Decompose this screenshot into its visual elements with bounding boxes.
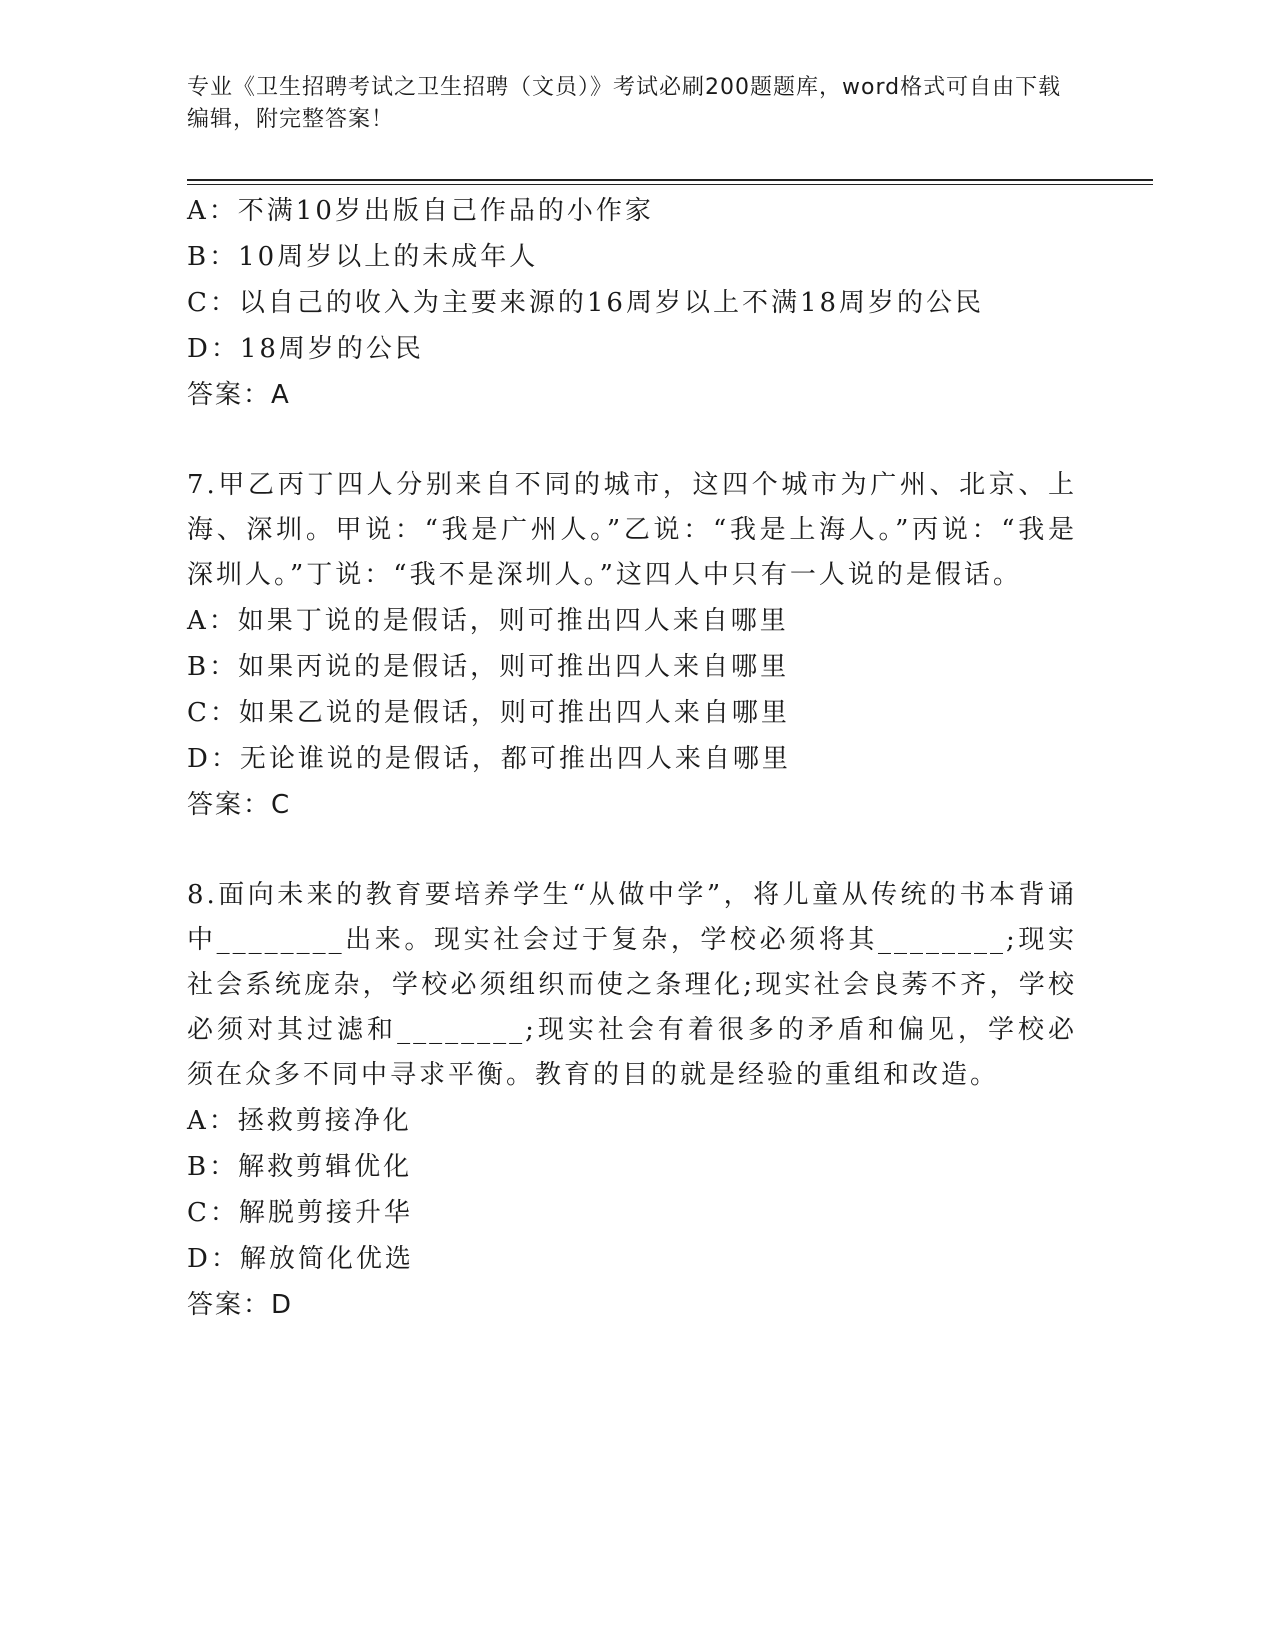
option-b: B：解救剪辑优化 xyxy=(187,1152,413,1182)
question-list xyxy=(187,188,1077,1328)
option-b: B：如果丙说的是假话，则可推出四人来自哪里 xyxy=(187,652,790,682)
answer-line: 答案：C xyxy=(187,790,292,820)
answer-line: 答案：A xyxy=(187,380,291,410)
header-rule-thin xyxy=(187,184,1153,185)
header-rule-thick xyxy=(187,179,1153,181)
question-stem: 7.甲乙丙丁四人分别来自不同的城市，这四个城市为广州、北京、上海、深圳。甲说：“我是广州人。”乙说：“我是上海人。”丙说：“我是深圳人。”丁说：“我不是深圳人。”这四人中只有一人说的是假话。 xyxy=(187,470,1077,590)
question-block xyxy=(187,463,1077,828)
question-stem: 8.面向未来的教育要培养学生“从做中学”，将儿童从传统的书本背诵中________出来。现实社会过于复杂，学校必须将其________;现实社会系统庞杂，学校必须组织而使之条理化;现实社会良莠不齐，学校必须对其过滤和________;现实社会有着很多的矛盾和偏见，学校必须在众多不同中寻求平衡。教育的目的就是经验的重组和改造。 xyxy=(187,880,1077,1090)
option-c: C：以自己的收入为主要来源的16周岁以上不满18周岁的公民 xyxy=(187,288,985,318)
option-a: A：如果丁说的是假话，则可推出四人来自哪里 xyxy=(187,606,789,636)
document-header: 专业《卫生招聘考试之卫生招聘（文员）》考试必刷200题题库，word格式可自由下载编辑，附完整答案！ xyxy=(187,75,1062,132)
option-d: D：解放简化优选 xyxy=(187,1244,414,1274)
question-block xyxy=(187,873,1077,1328)
option-a: A：拯救剪接净化 xyxy=(187,1106,412,1136)
option-b: B：10周岁以上的未成年人 xyxy=(187,242,539,272)
option-c: C：如果乙说的是假话，则可推出四人来自哪里 xyxy=(187,698,790,728)
question-spacer xyxy=(187,828,1077,873)
question-spacer xyxy=(187,418,1077,463)
question-block xyxy=(187,188,1077,418)
option-a: A：不满10岁出版自己作品的小作家 xyxy=(187,196,654,226)
option-c: C：解脱剪接升华 xyxy=(187,1198,413,1228)
option-d: D：无论谁说的是假话，都可推出四人来自哪里 xyxy=(187,744,791,774)
answer-line: 答案：D xyxy=(187,1290,294,1320)
option-d: D：18周岁的公民 xyxy=(187,334,424,364)
